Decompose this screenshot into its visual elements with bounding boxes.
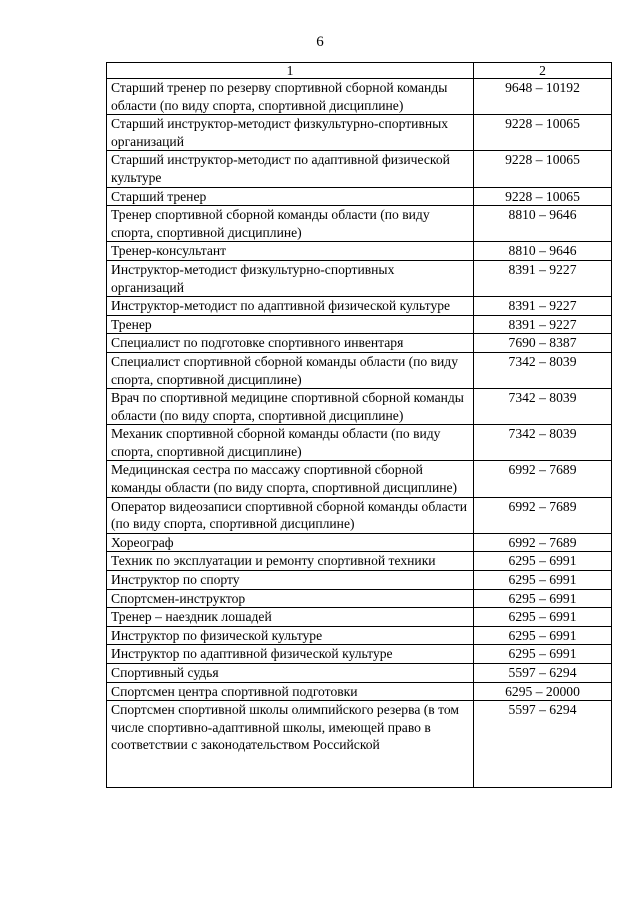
- salary-cell: 6295 – 6991: [474, 608, 612, 627]
- salary-cell: 9228 – 10065: [474, 187, 612, 206]
- salary-cell: 6295 – 6991: [474, 589, 612, 608]
- position-cell: Тренер – наездник лошадей: [107, 608, 474, 627]
- salary-cell: 6992 – 7689: [474, 497, 612, 533]
- salary-cell: 9228 – 10065: [474, 151, 612, 187]
- table-row: [107, 242, 612, 261]
- position-cell: Тренер спортивной сборной команды области (по виду спорта, спортивной дисциплине): [107, 206, 474, 242]
- salary-cell: 6295 – 6991: [474, 626, 612, 645]
- table-row: [107, 645, 612, 664]
- table-row: [107, 664, 612, 683]
- table-row: [107, 151, 612, 187]
- table-row: [107, 389, 612, 425]
- salary-cell: 6295 – 6991: [474, 552, 612, 571]
- table-row: [107, 461, 612, 497]
- position-cell: Инструктор по спорту: [107, 571, 474, 590]
- position-cell: Специалист по подготовке спортивного инвентаря: [107, 334, 474, 353]
- salary-cell: 8391 – 9227: [474, 315, 612, 334]
- position-cell: Спортивный судья: [107, 664, 474, 683]
- table-row: [107, 682, 612, 701]
- position-cell: Старший тренер: [107, 187, 474, 206]
- table-row: [107, 497, 612, 533]
- table-row: [107, 626, 612, 645]
- table-row: [107, 552, 612, 571]
- table-row: [107, 589, 612, 608]
- position-cell: Инструктор-методист физкультурно-спортивных организаций: [107, 260, 474, 296]
- position-cell: Тренер: [107, 315, 474, 334]
- column-header-2: 2: [474, 63, 612, 79]
- salary-cell: 9648 – 10192: [474, 79, 612, 115]
- salary-cell: 6992 – 7689: [474, 461, 612, 497]
- position-cell: Инструктор-методист по адаптивной физической культуре: [107, 297, 474, 316]
- position-cell: Старший тренер по резерву спортивной сборной команды области (по виду спорта, спортивной дисциплине): [107, 79, 474, 115]
- salary-cell: 6295 – 20000: [474, 682, 612, 701]
- table-row: [107, 334, 612, 353]
- position-cell: Хореограф: [107, 533, 474, 552]
- table-row: [107, 533, 612, 552]
- position-cell: Спортсмен спортивной школы олимпийского резерва (в том числе спортивно-адаптивной школы, имеющей право в соответствии с законодательством Российской: [107, 701, 474, 788]
- salary-cell: 5597 – 6294: [474, 701, 612, 788]
- position-cell: Спортсмен-инструктор: [107, 589, 474, 608]
- salary-cell: 7342 – 8039: [474, 425, 612, 461]
- salary-cell: 6992 – 7689: [474, 533, 612, 552]
- salary-cell: 9228 – 10065: [474, 115, 612, 151]
- table-row: [107, 115, 612, 151]
- position-cell: Механик спортивной сборной команды области (по виду спорта, спортивной дисциплине): [107, 425, 474, 461]
- position-cell: Старший инструктор-методист по адаптивной физической культуре: [107, 151, 474, 187]
- position-cell: Инструктор по адаптивной физической культуре: [107, 645, 474, 664]
- position-cell: Специалист спортивной сборной команды области (по виду спорта, спортивной дисциплине): [107, 352, 474, 388]
- salary-cell: 6295 – 6991: [474, 571, 612, 590]
- table-row: [107, 701, 612, 788]
- position-cell: Спортсмен центра спортивной подготовки: [107, 682, 474, 701]
- table-row: [107, 260, 612, 296]
- table-row: [107, 187, 612, 206]
- position-cell: Медицинская сестра по массажу спортивной сборной команды области (по виду спорта, спортивной дисциплине): [107, 461, 474, 497]
- position-cell: Техник по эксплуатации и ремонту спортивной техники: [107, 552, 474, 571]
- position-cell: Инструктор по физической культуре: [107, 626, 474, 645]
- table-row: [107, 297, 612, 316]
- table-header-row: [107, 63, 612, 79]
- table-row: [107, 571, 612, 590]
- salary-cell: 8810 – 9646: [474, 206, 612, 242]
- position-cell: Оператор видеозаписи спортивной сборной команды области (по виду спорта, спортивной дисциплине): [107, 497, 474, 533]
- table-row: [107, 315, 612, 334]
- salary-cell: 8391 – 9227: [474, 260, 612, 296]
- salary-table: [106, 62, 612, 788]
- salary-cell: 7342 – 8039: [474, 352, 612, 388]
- table-row: [107, 608, 612, 627]
- page-number: 6: [316, 34, 324, 50]
- salary-cell: 7690 – 8387: [474, 334, 612, 353]
- table-row: [107, 352, 612, 388]
- salary-cell: 8391 – 9227: [474, 297, 612, 316]
- salary-cell: 8810 – 9646: [474, 242, 612, 261]
- column-header-1: 1: [107, 63, 474, 79]
- salary-cell: 6295 – 6991: [474, 645, 612, 664]
- salary-cell: 5597 – 6294: [474, 664, 612, 683]
- position-cell: Врач по спортивной медицине спортивной сборной команды области (по виду спорта, спортивной дисциплине): [107, 389, 474, 425]
- position-cell: Тренер-консультант: [107, 242, 474, 261]
- position-cell: Старший инструктор-методист физкультурно-спортивных организаций: [107, 115, 474, 151]
- table-row: [107, 79, 612, 115]
- table-row: [107, 425, 612, 461]
- salary-cell: 7342 – 8039: [474, 389, 612, 425]
- table-row: [107, 206, 612, 242]
